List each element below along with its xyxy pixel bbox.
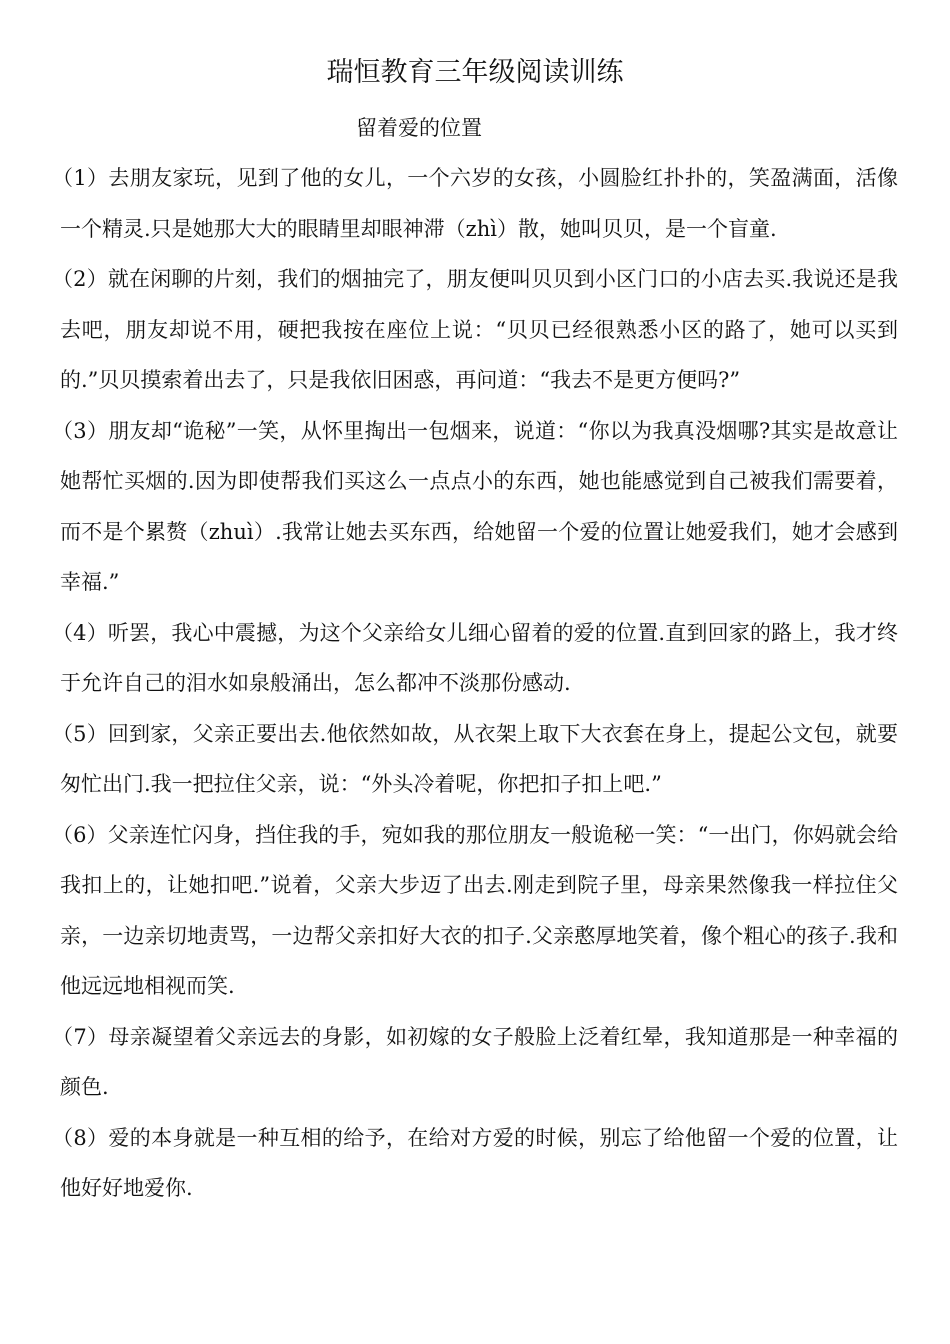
paragraph-8: （8）爱的本身就是一种互相的给予，在给对方爱的时候，别忘了给他留一个爱的位置，让他好好地爱你. [52, 1125, 898, 1200]
paragraph-2: （2）就在闲聊的片刻，我们的烟抽完了，朋友便叫贝贝到小区门口的小店去买.我说还是我去吧，朋友却说不用，硬把我按在座位上说：“贝贝已经很熟悉小区的路了，她可以买到的.”贝贝摸索着出去了，只是我依旧困惑，再问道：“我去不是更方便吗?” [52, 267, 898, 392]
paragraph-6: （6）父亲连忙闪身，挡住我的手，宛如我的那位朋友一般诡秘一笑：“一出门，你妈就会给我扣上的，让她扣吧.”说着，父亲大步迈了出去.刚走到院子里，母亲果然像我一样拉住父亲，一边亲切地责骂，一边帮父亲扣好大衣的扣子.父亲憨厚地笑着，像个粗心的孩子.我和他远远地相视而笑. [52, 822, 898, 998]
paragraph-3: （3）朋友却“诡秘”一笑，从怀里掏出一包烟来，说道：“你以为我真没烟哪?其实是故意让她帮忙买烟的.因为即使帮我们买这么一点点小的东西，她也能感觉到自己被我们需要着，而不是个累赘（zhuì）.我常让她去买东西，给她留一个爱的位置让她爱我们，她才会感到幸福.” [52, 418, 898, 594]
paragraph-4: （4）听罢，我心中震撼，为这个父亲给女儿细心留着的爱的位置.直到回家的路上，我才终于允许自己的泪水如泉般涌出，怎么都冲不淡那份感动. [52, 620, 898, 695]
paragraph-1: （1）去朋友家玩，见到了他的女儿，一个六岁的女孩，小圆脸红扑扑的，笑盈满面，活像一个精灵.只是她那大大的眼睛里却眼神滞（zhì）散，她叫贝贝，是一个盲童. [52, 166, 898, 241]
article-body [52, 153, 898, 1214]
paragraph-5: （5）回到家，父亲正要出去.他依然如故，从衣架上取下大衣套在身上，提起公文包，就要匆忙出门.我一把拉住父亲，说：“外头冷着呢，你把扣子扣上吧.” [52, 721, 898, 796]
article-title: 留着爱的位置 [356, 116, 482, 140]
paragraph-7: （7）母亲凝望着父亲远去的身影，如初嫁的女子般脸上泛着红晕，我知道那是一种幸福的颜色. [52, 1024, 898, 1099]
document-title: 瑞恒教育三年级阅读训练 [326, 57, 624, 88]
